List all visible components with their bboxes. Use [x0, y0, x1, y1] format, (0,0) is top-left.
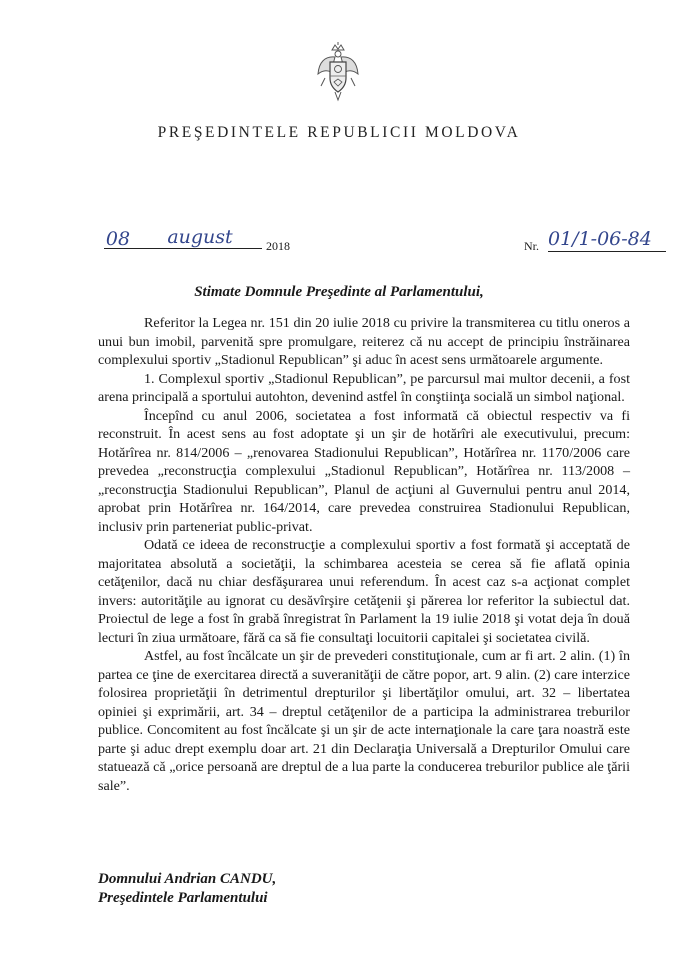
paragraph: Odată ce ideea de reconstrucţie a complexului sportiv a fost formată şi acceptată de majoritatea absolută a societăţii, la schimbarea acesteia se cerea să fie aflată opinia cetăţenilor, dacă nu chiar desfăşurarea unui referendum. În acest caz s-a acţionat complet invers: autorităţile au ignorat cu desăvîrşire cetăţenii şi părerea lor referitor la subiectul dat. Proiectul de lege a fost în grabă înregistrat în Parlament la 19 iulie 2018 şi votat deja în două lecturi în ziua următoare, fără ca să fie consultaţi locuitorii capitalei şi societatea civilă. — [98, 537, 630, 646]
date-underline — [104, 248, 262, 249]
addressee-block — [98, 870, 398, 908]
number-label: Nr. — [524, 239, 539, 253]
number-value: 01/1-06-84 — [548, 228, 652, 250]
paragraph: Referitor la Legea nr. 151 din 20 iulie 2018 cu privire la transmiterea cu titlu oneros a unui bun imobil, parvenită spre promulgare, reiterez că nu accept de principiu înstrăinarea complexului sportiv „Stadionul Republican” şi aduc în acest sens următoarele argumente. — [98, 315, 630, 368]
date-month: august — [167, 226, 233, 248]
institution-title: PREŞEDINTELE REPUBLICII MOLDOVA — [157, 124, 521, 141]
addressee-name: Domnului Andrian CANDU, — [98, 871, 277, 887]
paragraph: 1. Complexul sportiv „Stadionul Republican”, pe parcursul mai multor decenii, a fost arena principală a sportului autohton, devenind astfel în conştiinţa socială un simbol naţional. — [98, 370, 630, 405]
paragraph: Astfel, au fost încălcate un şir de prevederi constituţionale, cum ar fi art. 2 alin. (1) în partea ce ţine de exercitarea directă a suveranităţii de către popor, art. 9 alin. (2) care interzice folosirea proprietăţii în detrimentul drepturilor şi libertăţilor omului, art. 32 – libertatea opiniei şi exprimării, art. 34 – dreptul cetăţenilor de a participa la administrarea treburilor publice. Concomitent au fost încălcate şi un şir de acte internaţionale la care ţara noastră este parte şi aduc drept exemplu doar art. 21 din Declaraţia Universală a Drepturilor Omului care statuează că „orice persoană are dreptul de a lua parte la conducerea treburilor publice ale ţării sale”. — [98, 648, 630, 794]
salutation: Stimate Domnule Preşedinte al Parlamentului, — [194, 284, 484, 300]
date-day: 08 — [105, 228, 131, 250]
coat-of-arms-icon — [315, 42, 361, 102]
addressee-title: Preşedintele Parlamentului — [98, 890, 268, 906]
date-year: 2018 — [266, 239, 290, 253]
letter-body — [98, 314, 630, 795]
paragraph: Începînd cu anul 2006, societatea a fost informată că obiectul respectiv va fi reconstruit. În acest sens au fost adoptate şi un şir de hotărîri ale executivului, precum: Hotărîrea nr. 814/2006 – „renovarea Stadionului Republican”, Hotărîrea nr. 1170/2006 care prevedea „reconstrucţia complexului „Stadionul Republican”, Hotărîrea nr. 113/2008 – „reconstrucţia Stadionului Republican”, Planul de acţiuni al Guvernului pentru anul 2014, aprobat prin Hotărîrea nr. 164/2014, care prevedea construirea Stadionului Republican, inclusiv prin parteneriat public-privat. — [98, 407, 630, 535]
number-underline — [548, 251, 666, 252]
